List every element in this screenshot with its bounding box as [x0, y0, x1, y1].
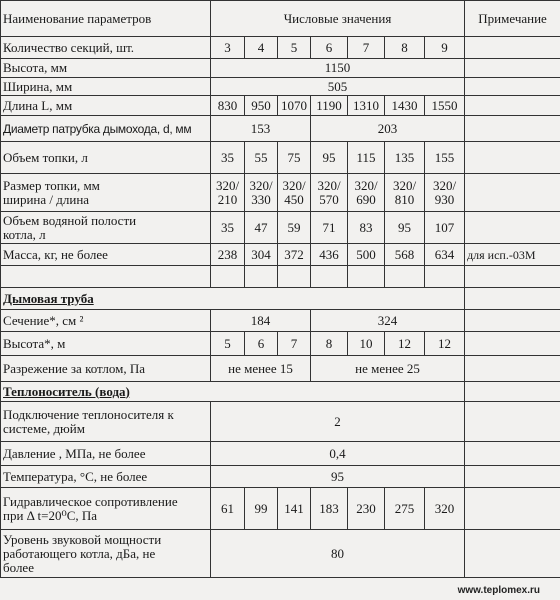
value-height: 1150: [211, 59, 465, 78]
value-connection: 2: [211, 402, 465, 442]
note-cell: [465, 37, 560, 59]
label-connection: [1, 402, 211, 442]
cell: 950: [245, 96, 278, 116]
value-draft-b: не менее 25: [311, 356, 465, 382]
label-line: Объем водяной полости: [3, 212, 137, 228]
label-line: более: [3, 559, 34, 575]
blank-cell: [348, 266, 385, 288]
value-flue-b: 203: [311, 116, 465, 142]
cell-top: 320/: [215, 177, 240, 193]
label-firebox-size: [1, 174, 211, 212]
note-cell: [465, 530, 560, 578]
row-draft: [1, 356, 560, 382]
cell: 12: [425, 332, 465, 356]
header-note: Примечание: [465, 1, 560, 37]
header-row: [1, 1, 560, 37]
row-chimney-section: [1, 310, 560, 332]
cell: [245, 174, 278, 212]
cell: 372: [278, 244, 311, 266]
row-pressure: [1, 442, 560, 466]
cell: 115: [348, 142, 385, 174]
cell: 1550: [425, 96, 465, 116]
cell: 12: [385, 332, 425, 356]
cell: 320: [425, 488, 465, 530]
label-noise: [1, 530, 211, 578]
note-cell: [465, 466, 560, 488]
note-cell: [465, 78, 560, 96]
cell: 55: [245, 142, 278, 174]
value-temperature: 95: [211, 466, 465, 488]
row-length: [1, 96, 560, 116]
note-cell: [465, 59, 560, 78]
cell: 5: [211, 332, 245, 356]
note-cell: [465, 402, 560, 442]
header-values: Числовые значения: [211, 1, 465, 37]
cell-bottom: 450: [284, 191, 304, 207]
label-line: котла, л: [3, 226, 46, 242]
note-cell: [465, 212, 560, 244]
cell: 8: [385, 37, 425, 59]
label-flue-diameter: Диаметр патрубка дымохода, d, мм: [1, 116, 211, 142]
note-cell: [465, 174, 560, 212]
blank-cell: [385, 266, 425, 288]
label-hydraulic: [1, 488, 211, 530]
label-line: Подключение теплоносителя к: [3, 406, 174, 422]
value-width: 505: [211, 78, 465, 96]
row-connection: [1, 402, 560, 442]
row-water-volume: [1, 212, 560, 244]
cell-bottom: 810: [394, 191, 415, 207]
cell-bottom: 690: [356, 191, 376, 207]
label-draft: Разрежение за котлом, Па: [1, 356, 211, 382]
cell: [425, 174, 465, 212]
cell: 10: [348, 332, 385, 356]
note-cell: [465, 288, 560, 310]
row-chimney-height: [1, 332, 560, 356]
cell: 830: [211, 96, 245, 116]
value-noise: 80: [211, 530, 465, 578]
cell: 183: [311, 488, 348, 530]
row-firebox-volume: [1, 142, 560, 174]
cell-top: 320/: [354, 177, 378, 193]
blank-cell: [1, 266, 211, 288]
cell-bottom: 330: [251, 191, 271, 207]
cell: 35: [211, 212, 245, 244]
note-cell: [465, 96, 560, 116]
cell: 1070: [278, 96, 311, 116]
cell: 107: [425, 212, 465, 244]
cell: 4: [245, 37, 278, 59]
cell: 1430: [385, 96, 425, 116]
cell: [278, 174, 311, 212]
cell-bottom: 210: [217, 191, 238, 207]
value-section-b: 324: [311, 310, 465, 332]
cell: 47: [245, 212, 278, 244]
label-line: Гидравлическое сопротивление: [3, 493, 178, 509]
cell: 7: [348, 37, 385, 59]
cell: 500: [348, 244, 385, 266]
label-firebox-volume: Объем топки, л: [1, 142, 211, 174]
blank-cell: [311, 266, 348, 288]
cell-bottom: 930: [434, 191, 455, 207]
label-height: Высота, мм: [1, 59, 211, 78]
cell-top: 320/: [392, 177, 417, 193]
note-cell: [465, 442, 560, 466]
cell: 35: [211, 142, 245, 174]
row-mass: [1, 244, 560, 266]
cell: 304: [245, 244, 278, 266]
cell-top: 320/: [282, 177, 306, 193]
cell: [348, 174, 385, 212]
label-line: системе, дюйм: [3, 420, 85, 436]
row-height: [1, 59, 560, 78]
cell: 238: [211, 244, 245, 266]
cell: 75: [278, 142, 311, 174]
cell: 6: [245, 332, 278, 356]
cell-bottom: 570: [319, 191, 339, 207]
label-chimney-section: Сечение*, см ²: [1, 310, 211, 332]
cell: 95: [311, 142, 348, 174]
cell: [385, 174, 425, 212]
label-length: Длина L, мм: [1, 96, 211, 116]
cell: 8: [311, 332, 348, 356]
label-line: Уровень звуковой мощности: [3, 531, 162, 547]
cell: 141: [278, 488, 311, 530]
row-width: [1, 78, 560, 96]
label-sections: Количество секций, шт.: [1, 37, 211, 59]
cell: 135: [385, 142, 425, 174]
cell: 568: [385, 244, 425, 266]
section-coolant-title: Теплоноситель (вода): [1, 382, 465, 402]
blank-cell: [465, 266, 560, 288]
label-mass: Масса, кг, не более: [1, 244, 211, 266]
cell: 6: [311, 37, 348, 59]
label-water-volume: [1, 212, 211, 244]
value-pressure: 0,4: [211, 442, 465, 466]
cell: 61: [211, 488, 245, 530]
note-cell: [465, 142, 560, 174]
cell: 1310: [348, 96, 385, 116]
cell-top: 320/: [317, 177, 341, 193]
row-blank: [1, 266, 560, 288]
cell: 5: [278, 37, 311, 59]
row-temperature: [1, 466, 560, 488]
cell: 436: [311, 244, 348, 266]
label-line: при Δ t=20⁰С, Па: [3, 507, 98, 523]
row-hydraulic: [1, 488, 560, 530]
cell: 71: [311, 212, 348, 244]
blank-cell: [278, 266, 311, 288]
label-line: Размер топки, мм: [3, 177, 100, 193]
site-watermark: www.teplomex.ru: [457, 585, 540, 596]
label-line: ширина / длина: [3, 191, 90, 207]
cell: 230: [348, 488, 385, 530]
row-sections: [1, 37, 560, 59]
value-flue-a: 153: [211, 116, 311, 142]
label-width: Ширина, мм: [1, 78, 211, 96]
label-line: работающего котла, дБа, не: [3, 545, 156, 561]
row-coolant-title: [1, 382, 560, 402]
cell: 1190: [311, 96, 348, 116]
cell-top: 320/: [432, 177, 457, 193]
cell: 83: [348, 212, 385, 244]
note-cell: [465, 332, 560, 356]
row-chimney-title: [1, 288, 560, 310]
blank-cell: [211, 266, 245, 288]
blank-cell: [425, 266, 465, 288]
note-cell: [465, 310, 560, 332]
row-noise: [1, 530, 560, 578]
cell: [311, 174, 348, 212]
cell-top: 320/: [249, 177, 273, 193]
note-cell: [465, 116, 560, 142]
cell: 59: [278, 212, 311, 244]
cell: 95: [385, 212, 425, 244]
note-mass: для исп.-03М: [465, 244, 560, 266]
label-chimney-height: Высота*, м: [1, 332, 211, 356]
cell: 634: [425, 244, 465, 266]
note-cell: [465, 382, 560, 402]
blank-cell: [245, 266, 278, 288]
cell: 3: [211, 37, 245, 59]
cell: 9: [425, 37, 465, 59]
header-param: Наименование параметров: [1, 1, 211, 37]
section-chimney-title: Дымовая труба: [1, 288, 465, 310]
cell: 155: [425, 142, 465, 174]
note-cell: [465, 356, 560, 382]
cell: 7: [278, 332, 311, 356]
cell: [211, 174, 245, 212]
row-firebox-size: [1, 174, 560, 212]
row-flue-diameter: [1, 116, 560, 142]
note-cell: [465, 488, 560, 530]
cell: 275: [385, 488, 425, 530]
label-pressure: Давление , МПа, не более: [1, 442, 211, 466]
value-section-a: 184: [211, 310, 311, 332]
cell: 99: [245, 488, 278, 530]
label-temperature: Температура, °С, не более: [1, 466, 211, 488]
value-draft-a: не менее 15: [211, 356, 311, 382]
